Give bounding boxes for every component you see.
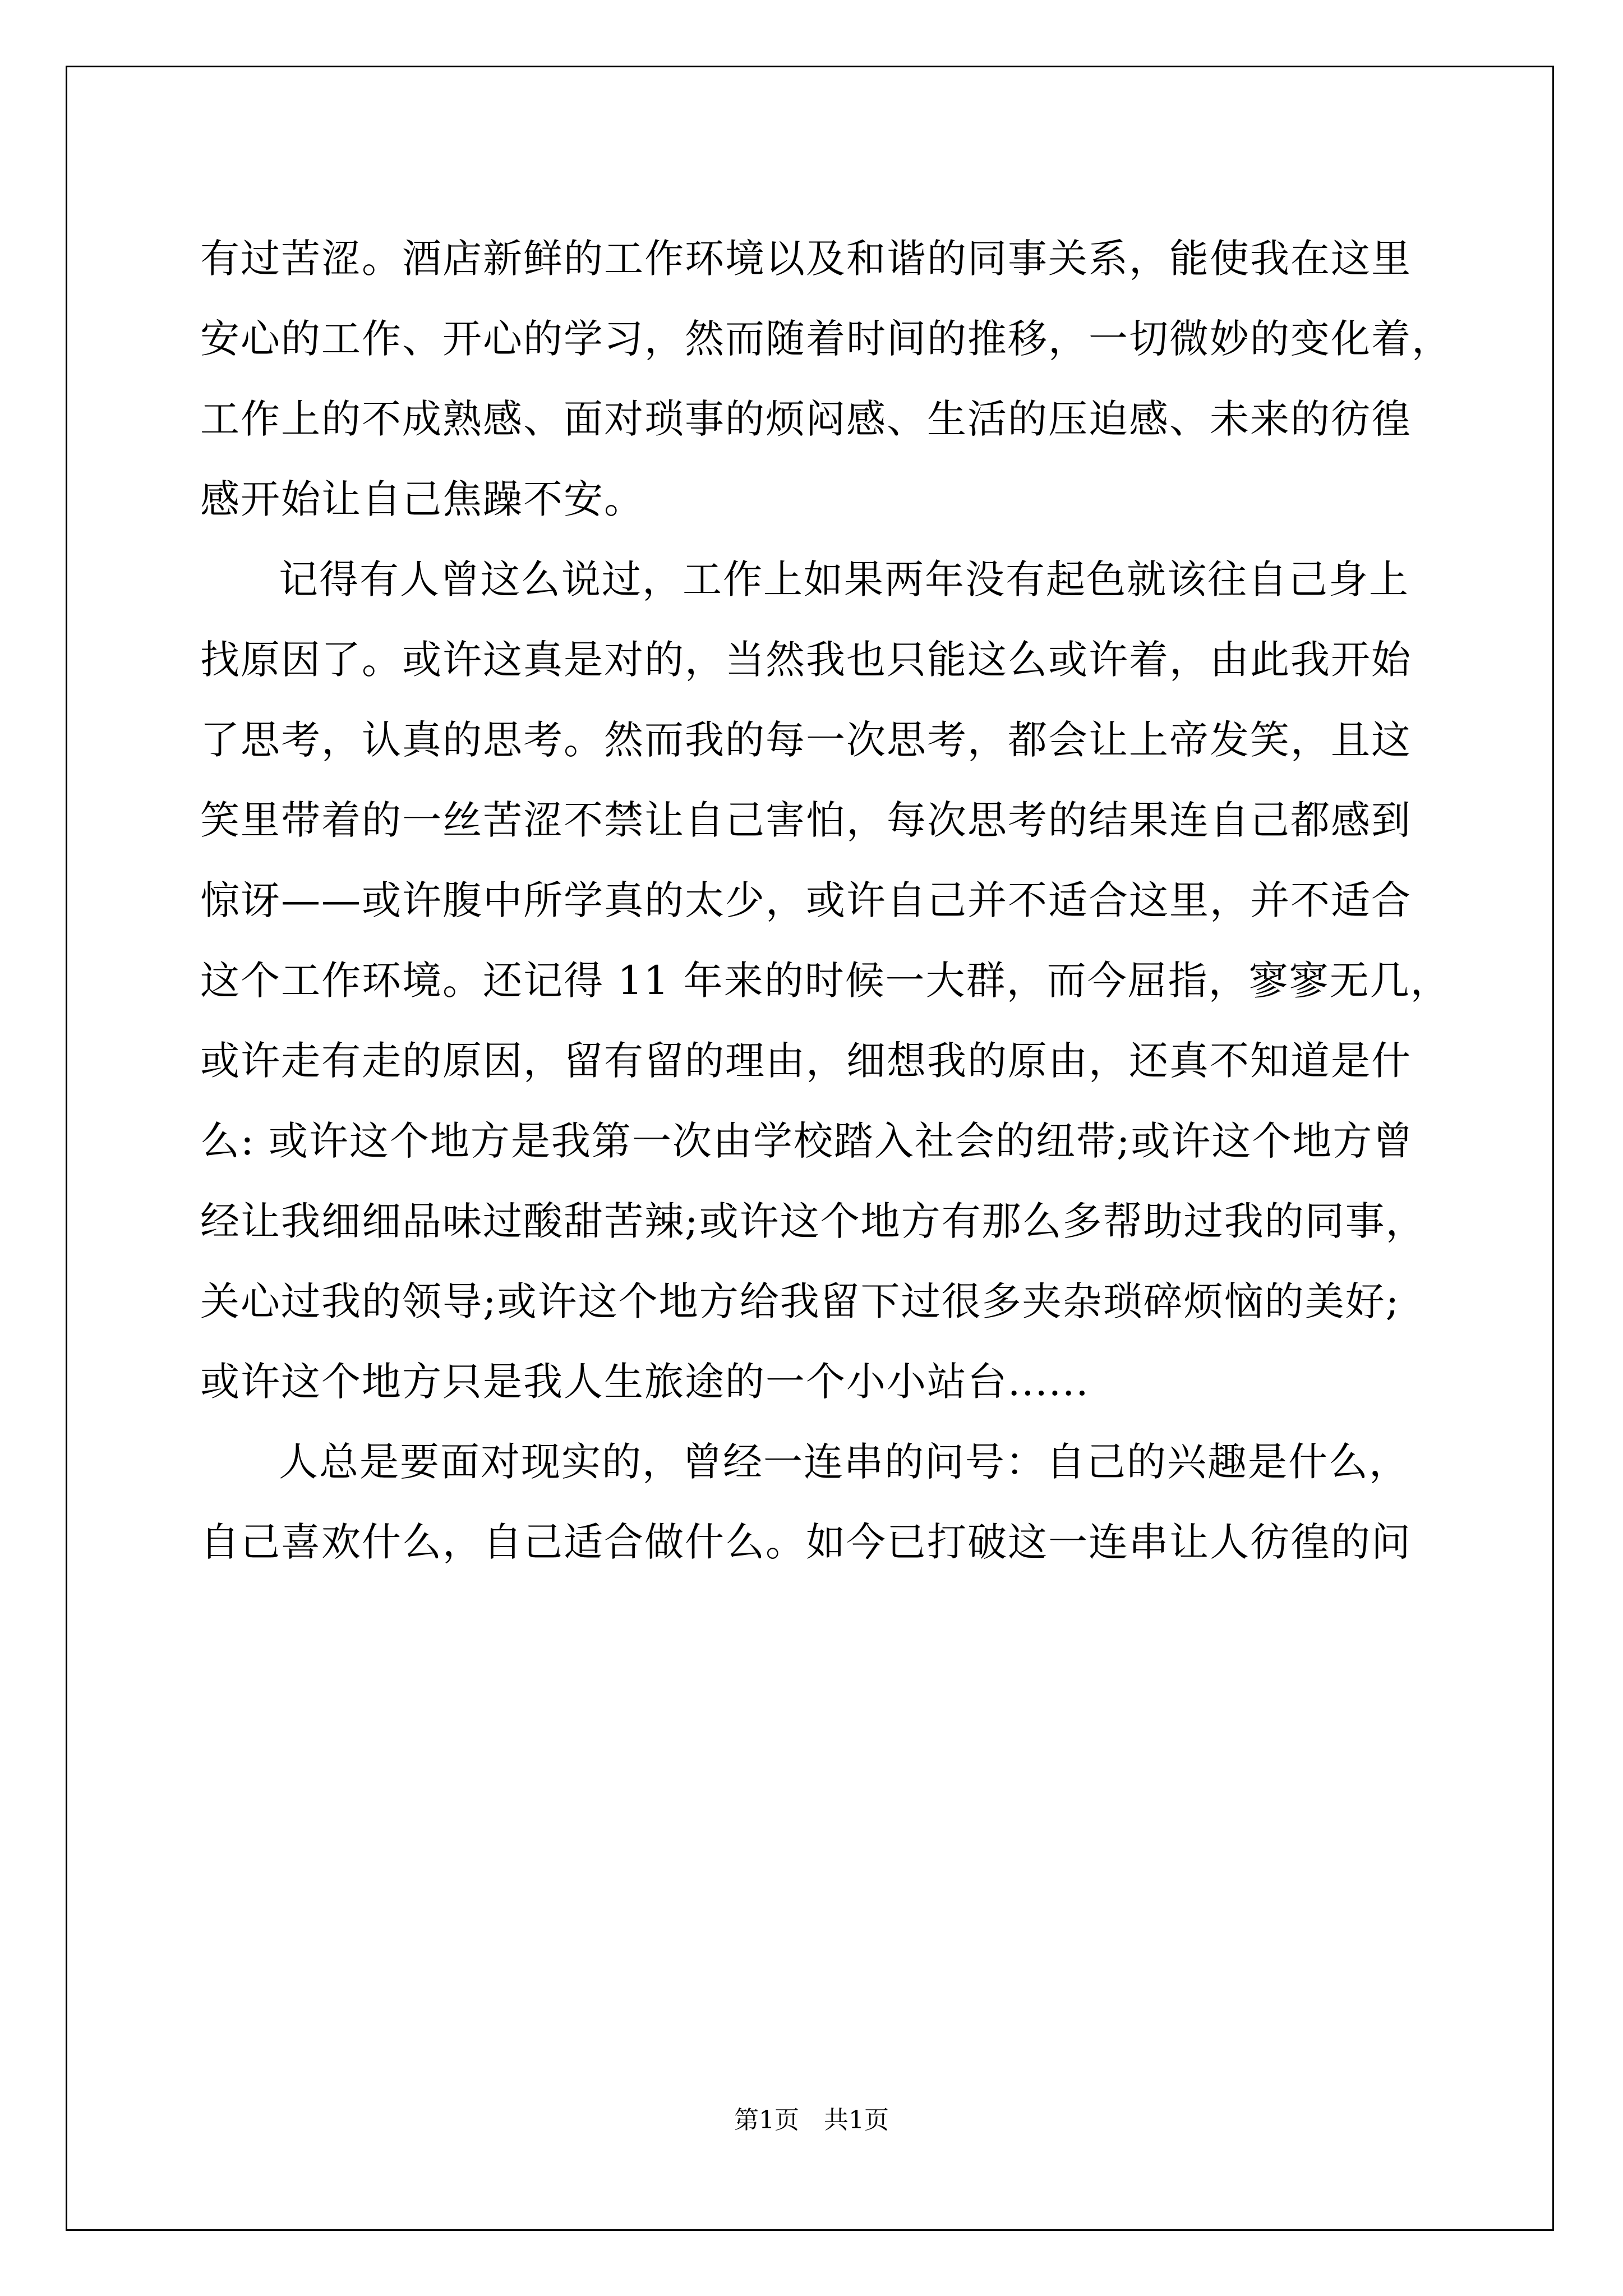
- text-line: 感开始让自己焦躁不安。: [200, 476, 644, 522]
- text-line: 惊讶——或许腹中所学真的太少，或许自己并不适合这里，并不适合: [200, 877, 1412, 923]
- text-line: 笑里带着的一丝苦涩不禁让自己害怕，每次思考的结果连自己都感到: [200, 797, 1412, 843]
- paragraph-first-line: 记得有人曾这么说过，工作上如果两年没有起色就该往自己身上: [279, 556, 1409, 602]
- text-line: 或许这个地方只是我人生旅途的一个小小站台......: [200, 1359, 1090, 1405]
- text-line: 找原因了。或许这真是对的，当然我也只能这么或许着，由此我开始: [200, 637, 1412, 683]
- page-number-footer: 第1页 共1页: [734, 2106, 889, 2134]
- text-line: 关心过我的领导;或许这个地方给我留下过很多夹杂琐碎烦恼的美好;: [200, 1278, 1400, 1324]
- text-line: 自己喜欢什么，自己适合做什么。如今已打破这一连串让人彷徨的问: [200, 1519, 1412, 1565]
- text-line: 这个工作环境。还记得 11 年来的时候一大群，而今屈指，寥寥无几，: [200, 958, 1451, 1004]
- document-body: [200, 219, 1452, 1582]
- paragraph-first-line: 人总是要面对现实的，曾经一连串的问号：自己的兴趣是什么，: [279, 1439, 1409, 1485]
- text-line: 工作上的不成熟感、面对琐事的烦闷感、生活的压迫感、未来的彷徨: [200, 396, 1412, 442]
- text-line: 有过苦涩。酒店新鲜的工作环境以及和谐的同事关系，能使我在这里: [200, 236, 1412, 282]
- text-line: 安心的工作、开心的学习，然而随着时间的推移，一切微妙的变化着，: [200, 316, 1452, 362]
- text-line: 或许走有走的原因，留有留的理由，细想我的原由，还真不知道是什: [200, 1038, 1412, 1084]
- text-line: 经让我细细品味过酸甜苦辣;或许这个地方有那么多帮助过我的同事，: [200, 1198, 1426, 1244]
- text-line: 么: 或许这个地方是我第一次由学校踏入社会的纽带;或许这个地方曾: [200, 1118, 1414, 1164]
- text-line: 了思考，认真的思考。然而我的每一次思考，都会让上帝发笑，且这: [200, 717, 1412, 763]
